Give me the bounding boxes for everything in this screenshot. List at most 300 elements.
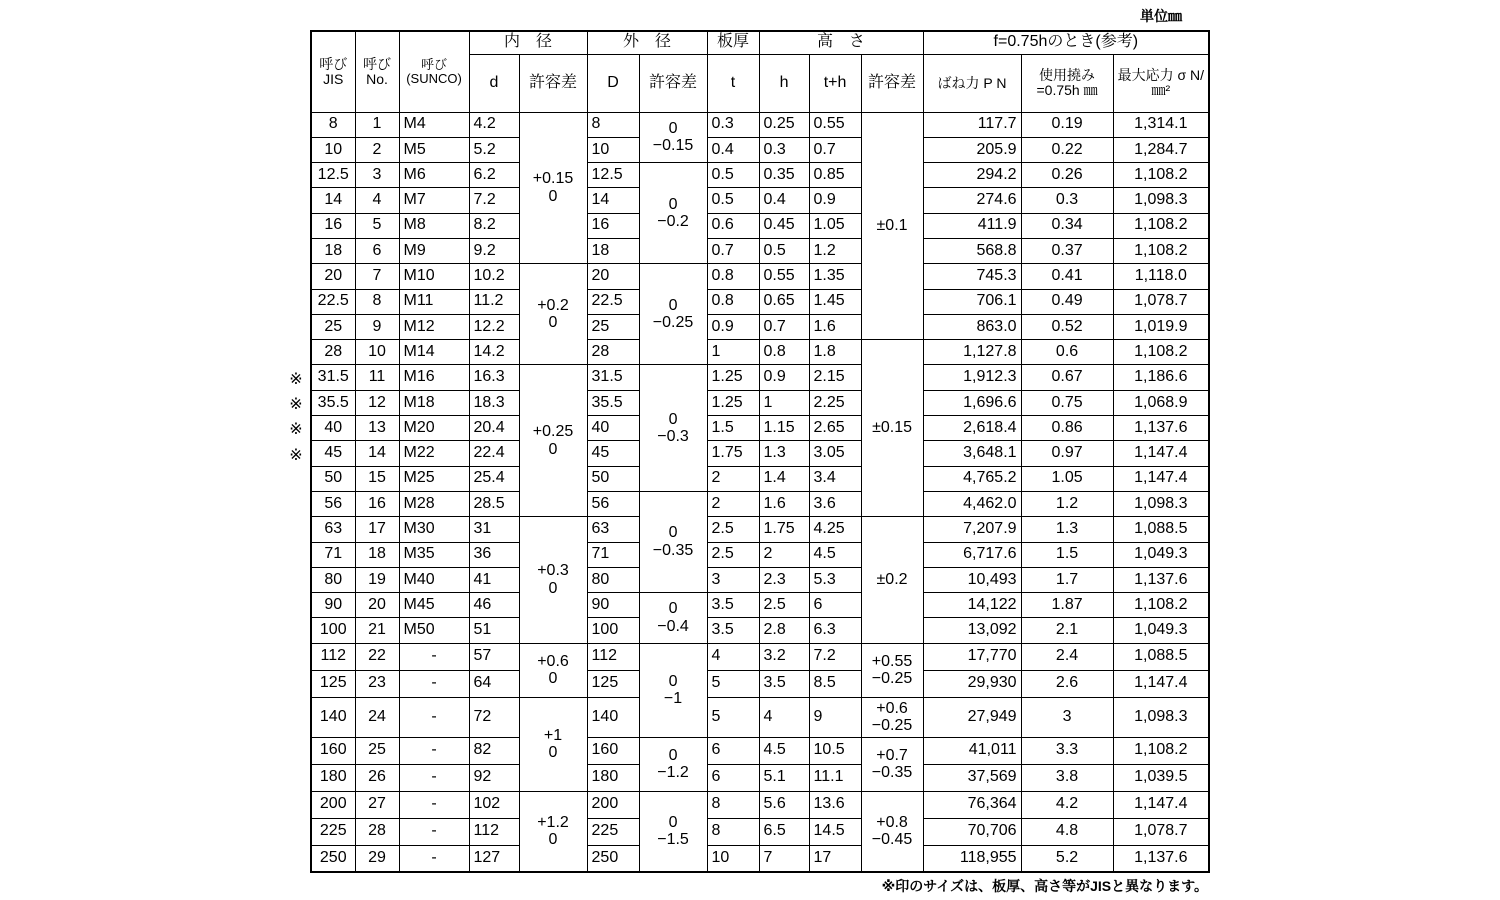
cell-t-plus-h: 9 [809,697,861,737]
cell-thickness-t: 1 [707,340,759,365]
table-row [311,697,1209,737]
cell-height-h: 3.5 [759,670,809,697]
cell-spring-force: 1,912.3 [923,365,1021,390]
footnote: ※印のサイズは、板厚、高さ等がJISと異なります。 [881,878,1208,894]
cell-deflection: 2.6 [1021,670,1113,697]
table-row [311,390,1209,415]
cell-thickness-t: 0.8 [707,264,759,289]
cell-deflection: 0.6 [1021,340,1113,365]
cell-t-plus-h: 1.8 [809,340,861,365]
cell-deflection: 5.2 [1021,845,1113,872]
cell-max-stress: 1,186.6 [1113,365,1209,390]
cell-t-plus-h: 1.6 [809,314,861,339]
cell-outer-D: 45 [587,441,639,466]
cell-max-stress: 1,019.9 [1113,314,1209,339]
header-row-top [311,31,1209,54]
cell-t-plus-h: 2.65 [809,416,861,441]
cell-deflection: 0.22 [1021,137,1113,162]
cell-height-h: 4 [759,697,809,737]
header-outer-diameter: 外 径 [587,31,707,54]
cell-D-tolerance-upper: 0 [668,524,678,542]
cell-max-stress: 1,049.3 [1113,618,1209,643]
cell-nominal-jis: 25 [311,314,355,339]
jis-difference-mark: ※ [289,421,303,439]
cell-deflection: 1.7 [1021,567,1113,592]
cell-max-stress: 1,098.3 [1113,188,1209,213]
cell-outer-D: 10 [587,137,639,162]
cell-outer-D: 125 [587,670,639,697]
cell-max-stress: 1,108.2 [1113,737,1209,764]
cell-nominal-sunco: M35 [399,542,469,567]
cell-D-tolerance-lower: −0.35 [652,542,694,560]
cell-D-tolerance-lower: −0.25 [652,314,694,332]
cell-thickness-t: 0.3 [707,112,759,137]
cell-thickness-t: 5 [707,697,759,737]
cell-spring-force: 3,648.1 [923,441,1021,466]
cell-d-tolerance-upper: +0.3 [537,562,569,580]
cell-thickness-t: 2.5 [707,517,759,542]
cell-height-h: 4.5 [759,737,809,764]
cell-nominal-sunco: M4 [399,112,469,137]
cell-D-tolerance-lower: −1 [663,690,683,708]
cell-t-plus-h: 3.05 [809,441,861,466]
cell-deflection: 0.37 [1021,238,1113,263]
table-row [311,818,1209,845]
cell-t-plus-h: 0.55 [809,112,861,137]
cell-max-stress: 1,314.1 [1113,112,1209,137]
cell-height-h: 1.4 [759,466,809,491]
cell-deflection: 1.2 [1021,491,1113,516]
cell-D-tolerance [639,163,707,264]
cell-deflection: 0.3 [1021,188,1113,213]
cell-nominal-sunco: M50 [399,618,469,643]
cell-nominal-jis: 18 [311,238,355,263]
cell-D-tolerance-upper: 0 [668,672,678,690]
header-max-stress: 最大応力 σ N/㎜² [1113,54,1209,112]
cell-h-tolerance [861,791,923,872]
cell-deflection: 0.26 [1021,163,1113,188]
cell-outer-D: 22.5 [587,289,639,314]
cell-max-stress: 1,147.4 [1113,441,1209,466]
table-row [311,791,1209,818]
cell-nominal-no: 21 [355,618,399,643]
table-body [311,112,1209,872]
cell-deflection: 0.67 [1021,365,1113,390]
cell-nominal-sunco: - [399,697,469,737]
jis-difference-mark: ※ [289,395,303,413]
cell-nominal-no: 17 [355,517,399,542]
cell-D-tolerance [639,791,707,872]
cell-nominal-no: 1 [355,112,399,137]
header-height: 高 さ [759,31,923,54]
cell-height-h: 1.3 [759,441,809,466]
table-row [311,416,1209,441]
table-row [311,491,1209,516]
cell-t-plus-h: 0.9 [809,188,861,213]
cell-t-plus-h: 17 [809,845,861,872]
cell-outer-D: 250 [587,845,639,872]
table-row [311,845,1209,872]
cell-h-tolerance-upper: +0.7 [876,746,908,764]
table-row [311,517,1209,542]
cell-nominal-no: 24 [355,697,399,737]
cell-max-stress: 1,078.7 [1113,818,1209,845]
cell-max-stress: 1,098.3 [1113,697,1209,737]
cell-d-tolerance [519,697,587,791]
cell-outer-D: 90 [587,593,639,618]
cell-nominal-sunco: - [399,643,469,670]
cell-nominal-sunco: M5 [399,137,469,162]
cell-inner-d: 12.2 [469,314,519,339]
cell-d-tolerance-upper: +0.2 [537,296,569,314]
header-reference: f=0.75hのとき(参考) [923,31,1209,54]
cell-max-stress: 1,078.7 [1113,289,1209,314]
cell-nominal-sunco: - [399,845,469,872]
cell-inner-d: 64 [469,670,519,697]
cell-inner-d: 7.2 [469,188,519,213]
cell-nominal-jis: 12.5 [311,163,355,188]
cell-outer-D: 63 [587,517,639,542]
cell-nominal-no: 12 [355,390,399,415]
header-nominal-sunco: 呼び (SUNCO) [399,31,469,112]
cell-D-tolerance-upper: 0 [668,746,678,764]
cell-thickness-t: 0.8 [707,289,759,314]
cell-thickness-t: 1.5 [707,416,759,441]
cell-thickness-t: 3.5 [707,618,759,643]
cell-height-h: 0.8 [759,340,809,365]
cell-deflection: 1.05 [1021,466,1113,491]
cell-nominal-jis: 28 [311,340,355,365]
cell-height-h: 1.15 [759,416,809,441]
cell-inner-d: 9.2 [469,238,519,263]
cell-inner-d: 36 [469,542,519,567]
header-nominal-no: 呼び No. [355,31,399,112]
cell-thickness-t: 4 [707,643,759,670]
cell-height-h: 5.6 [759,791,809,818]
jis-difference-mark: ※ [289,370,303,388]
cell-nominal-no: 28 [355,818,399,845]
cell-nominal-sunco: M22 [399,441,469,466]
table-row [311,764,1209,791]
cell-outer-D: 80 [587,567,639,592]
cell-nominal-no: 9 [355,314,399,339]
cell-height-h: 2.5 [759,593,809,618]
cell-max-stress: 1,118.0 [1113,264,1209,289]
cell-nominal-jis: 63 [311,517,355,542]
cell-spring-force: 70,706 [923,818,1021,845]
jis-difference-mark: ※ [289,446,303,464]
cell-nominal-sunco: M40 [399,567,469,592]
cell-nominal-sunco: - [399,791,469,818]
table-row [311,289,1209,314]
cell-nominal-no: 7 [355,264,399,289]
cell-outer-D: 180 [587,764,639,791]
cell-nominal-no: 26 [355,764,399,791]
cell-h-tolerance-lower: −0.25 [871,670,913,688]
cell-nominal-sunco: - [399,737,469,764]
cell-outer-D: 160 [587,737,639,764]
cell-spring-force: 14,122 [923,593,1021,618]
cell-t-plus-h: 1.35 [809,264,861,289]
cell-max-stress: 1,039.5 [1113,764,1209,791]
cell-max-stress: 1,108.2 [1113,213,1209,238]
cell-max-stress: 1,108.2 [1113,593,1209,618]
cell-nominal-jis: 100 [311,618,355,643]
cell-height-h: 0.3 [759,137,809,162]
cell-d-tolerance-lower: 0 [548,744,558,762]
cell-thickness-t: 8 [707,818,759,845]
cell-nominal-sunco: M12 [399,314,469,339]
cell-spring-force: 4,765.2 [923,466,1021,491]
cell-nominal-jis: 90 [311,593,355,618]
cell-spring-force: 118,955 [923,845,1021,872]
cell-height-h: 2 [759,542,809,567]
cell-max-stress: 1,147.4 [1113,791,1209,818]
cell-nominal-sunco: M30 [399,517,469,542]
cell-nominal-no: 4 [355,188,399,213]
cell-D-tolerance-upper: 0 [668,296,678,314]
cell-thickness-t: 3 [707,567,759,592]
cell-spring-force: 76,364 [923,791,1021,818]
cell-inner-d: 82 [469,737,519,764]
cell-outer-D: 28 [587,340,639,365]
cell-h-tolerance [861,737,923,791]
cell-t-plus-h: 1.45 [809,289,861,314]
cell-max-stress: 1,088.5 [1113,643,1209,670]
cell-outer-D: 56 [587,491,639,516]
cell-height-h: 5.1 [759,764,809,791]
cell-h-tolerance-lower: −0.35 [871,764,913,782]
cell-nominal-jis: 140 [311,697,355,737]
cell-nominal-no: 25 [355,737,399,764]
cell-t-plus-h: 11.1 [809,764,861,791]
cell-deflection: 3.8 [1021,764,1113,791]
cell-deflection: 0.49 [1021,289,1113,314]
cell-deflection: 0.34 [1021,213,1113,238]
cell-t-plus-h: 7.2 [809,643,861,670]
cell-nominal-sunco: M18 [399,390,469,415]
cell-thickness-t: 2.5 [707,542,759,567]
table-row [311,737,1209,764]
cell-spring-force: 117.7 [923,112,1021,137]
cell-nominal-jis: 20 [311,264,355,289]
cell-max-stress: 1,108.2 [1113,238,1209,263]
cell-deflection: 0.19 [1021,112,1113,137]
cell-d-tolerance [519,112,587,264]
cell-h-tolerance-upper: ±0.2 [876,571,908,589]
cell-nominal-sunco: M6 [399,163,469,188]
cell-nominal-jis: 250 [311,845,355,872]
cell-height-h: 0.5 [759,238,809,263]
cell-deflection: 0.97 [1021,441,1113,466]
cell-max-stress: 1,108.2 [1113,340,1209,365]
cell-deflection: 2.4 [1021,643,1113,670]
cell-inner-d: 18.3 [469,390,519,415]
cell-nominal-no: 3 [355,163,399,188]
cell-spring-force: 37,569 [923,764,1021,791]
cell-thickness-t: 0.5 [707,163,759,188]
cell-inner-d: 20.4 [469,416,519,441]
cell-d-tolerance-upper: +1.2 [537,813,569,831]
cell-deflection: 4.8 [1021,818,1113,845]
cell-nominal-jis: 45 [311,441,355,466]
cell-D-tolerance-upper: 0 [668,195,678,213]
cell-deflection: 0.75 [1021,390,1113,415]
cell-d-tolerance-upper: +0.6 [537,652,569,670]
cell-outer-D: 40 [587,416,639,441]
cell-nominal-no: 10 [355,340,399,365]
cell-thickness-t: 0.4 [707,137,759,162]
cell-inner-d: 4.2 [469,112,519,137]
cell-nominal-jis: 200 [311,791,355,818]
cell-d-tolerance-lower: 0 [548,314,558,332]
table-row [311,238,1209,263]
cell-inner-d: 112 [469,818,519,845]
cell-D-tolerance-upper: 0 [668,410,678,428]
cell-nominal-sunco: M45 [399,593,469,618]
cell-nominal-jis: 8 [311,112,355,137]
cell-spring-force: 6,717.6 [923,542,1021,567]
cell-height-h: 0.55 [759,264,809,289]
cell-height-h: 7 [759,845,809,872]
cell-nominal-jis: 180 [311,764,355,791]
cell-max-stress: 1,108.2 [1113,163,1209,188]
cell-spring-force: 1,696.6 [923,390,1021,415]
cell-outer-D: 50 [587,466,639,491]
disc-spring-spec-table [310,30,1210,873]
cell-spring-force: 13,092 [923,618,1021,643]
cell-D-tolerance [639,264,707,365]
cell-height-h: 0.4 [759,188,809,213]
cell-nominal-no: 16 [355,491,399,516]
cell-inner-d: 6.2 [469,163,519,188]
cell-d-tolerance [519,517,587,643]
cell-inner-d: 11.2 [469,289,519,314]
cell-nominal-no: 19 [355,567,399,592]
table-row [311,542,1209,567]
cell-D-tolerance-lower: −0.3 [657,428,689,446]
cell-t-plus-h: 3.4 [809,466,861,491]
cell-nominal-jis: 16 [311,213,355,238]
table-row [311,593,1209,618]
cell-d-tolerance [519,643,587,697]
cell-outer-D: 31.5 [587,365,639,390]
cell-thickness-t: 0.9 [707,314,759,339]
cell-inner-d: 25.4 [469,466,519,491]
cell-nominal-no: 5 [355,213,399,238]
cell-deflection: 1.87 [1021,593,1113,618]
header-D-tolerance: 許容差 [639,54,707,112]
cell-h-tolerance-upper: ±0.1 [876,217,908,235]
cell-d-tolerance-upper: +0.15 [532,170,574,188]
cell-deflection: 3.3 [1021,737,1113,764]
cell-spring-force: 294.2 [923,163,1021,188]
cell-height-h: 0.65 [759,289,809,314]
cell-nominal-jis: 71 [311,542,355,567]
cell-nominal-jis: 80 [311,567,355,592]
cell-d-tolerance-upper: +0.25 [532,423,574,441]
cell-height-h: 0.45 [759,213,809,238]
cell-thickness-t: 1.25 [707,390,759,415]
cell-D-tolerance [639,643,707,737]
cell-deflection: 1.3 [1021,517,1113,542]
cell-max-stress: 1,088.5 [1113,517,1209,542]
header-t: t [707,54,759,112]
table-row [311,137,1209,162]
cell-spring-force: 568.8 [923,238,1021,263]
header-D: D [587,54,639,112]
cell-nominal-jis: 10 [311,137,355,162]
cell-inner-d: 127 [469,845,519,872]
cell-nominal-no: 18 [355,542,399,567]
cell-height-h: 0.7 [759,314,809,339]
cell-thickness-t: 3.5 [707,593,759,618]
cell-max-stress: 1,137.6 [1113,567,1209,592]
cell-spring-force: 274.6 [923,188,1021,213]
cell-h-tolerance-upper: +0.6 [876,699,908,717]
cell-d-tolerance-lower: 0 [548,579,558,597]
cell-height-h: 6.5 [759,818,809,845]
cell-d-tolerance-lower: 0 [548,831,558,849]
cell-deflection: 2.1 [1021,618,1113,643]
cell-nominal-jis: 125 [311,670,355,697]
cell-outer-D: 100 [587,618,639,643]
cell-h-tolerance [861,340,923,517]
cell-t-plus-h: 4.5 [809,542,861,567]
cell-t-plus-h: 1.05 [809,213,861,238]
cell-spring-force: 10,493 [923,567,1021,592]
cell-nominal-sunco: M25 [399,466,469,491]
cell-spring-force: 706.1 [923,289,1021,314]
cell-nominal-sunco: - [399,818,469,845]
cell-nominal-jis: 112 [311,643,355,670]
table-row [311,441,1209,466]
cell-outer-D: 140 [587,697,639,737]
cell-nominal-sunco: - [399,670,469,697]
cell-t-plus-h: 10.5 [809,737,861,764]
cell-nominal-sunco: M20 [399,416,469,441]
cell-t-plus-h: 13.6 [809,791,861,818]
cell-inner-d: 102 [469,791,519,818]
cell-thickness-t: 8 [707,791,759,818]
cell-D-tolerance-lower: −0.2 [657,213,689,231]
cell-nominal-no: 6 [355,238,399,263]
cell-outer-D: 200 [587,791,639,818]
cell-max-stress: 1,137.6 [1113,845,1209,872]
cell-nominal-sunco: M28 [399,491,469,516]
cell-h-tolerance [861,697,923,737]
cell-height-h: 0.35 [759,163,809,188]
table-row [311,213,1209,238]
cell-nominal-no: 11 [355,365,399,390]
cell-D-tolerance-upper: 0 [668,600,678,618]
cell-spring-force: 41,011 [923,737,1021,764]
cell-nominal-no: 2 [355,137,399,162]
cell-nominal-jis: 14 [311,188,355,213]
cell-h-tolerance [861,643,923,697]
cell-t-plus-h: 4.25 [809,517,861,542]
cell-nominal-sunco: - [399,764,469,791]
cell-outer-D: 16 [587,213,639,238]
cell-nominal-jis: 225 [311,818,355,845]
cell-max-stress: 1,137.6 [1113,416,1209,441]
cell-height-h: 1 [759,390,809,415]
header-nominal-jis: 呼び JIS [311,31,355,112]
cell-inner-d: 46 [469,593,519,618]
cell-D-tolerance-lower: −0.15 [652,137,694,155]
cell-d-tolerance-lower: 0 [548,670,558,688]
cell-height-h: 2.3 [759,567,809,592]
